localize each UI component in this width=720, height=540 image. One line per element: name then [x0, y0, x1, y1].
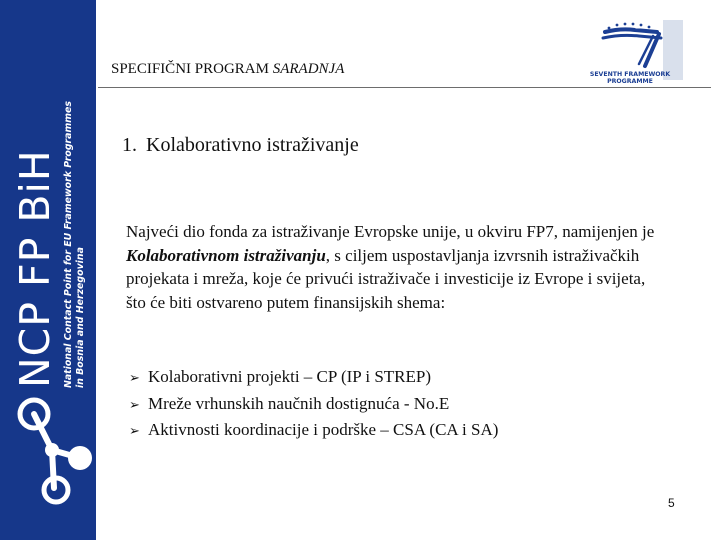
list-item-text: Kolaborativni projekti – CP (IP i STREP)	[148, 367, 432, 386]
arrow-bullet-icon: ➢	[129, 424, 140, 439]
list-item-text: Aktivnosti koordinacije i podrške – CSA (CA i SA)	[148, 420, 499, 439]
ncp-subtitle-line1: National Contact Point for EU Framework Programmes	[63, 101, 74, 388]
bullet-list	[129, 365, 498, 445]
paragraph-part1: Najveći dio fonda za istraživanje Evropske unije, u okviru FP7, namijenjen je	[126, 222, 655, 241]
ncp-brand-block	[10, 8, 90, 388]
list-item	[129, 365, 498, 392]
arrow-bullet-icon: ➢	[129, 397, 140, 413]
page-number: 5	[668, 496, 675, 510]
header-divider	[98, 87, 711, 88]
ncp-brand-title: NCP FP BiH	[11, 149, 59, 388]
fp7-logo-line1: SEVENTH FRAMEWORK	[589, 71, 671, 78]
header-title-plain: SPECIFIČNI PROGRAM	[111, 61, 273, 77]
list-item	[129, 392, 498, 419]
fp7-logo-line2: PROGRAMME	[607, 78, 653, 85]
arrow-bullet-icon: ➢	[129, 371, 140, 386]
sidebar	[0, 0, 96, 540]
intro-paragraph	[126, 220, 666, 314]
section-heading-text: Kolaborativno istraživanje	[146, 134, 359, 156]
list-item	[129, 418, 498, 445]
ncp-subtitle-line2: in Bosnia and Herzegovina	[75, 247, 86, 388]
molecule-logo-icon	[4, 392, 96, 512]
list-item-text: Mreže vrhunskih naučnih dostignuća - No.E	[148, 393, 450, 413]
header-title	[111, 61, 344, 78]
paragraph-part2: , s ciljem uspostavljanja izvrsnih istraživačkih projekata i mreža, koje će privući istraživače i investicije iz Evrope i svijeta, što će biti ostvareno putem finansijskih shema:	[126, 245, 646, 312]
paragraph-emphasis: Kolaborativnom istraživanju	[126, 245, 326, 265]
fp7-logo	[587, 18, 685, 86]
section-heading	[122, 134, 359, 157]
header-title-italic: SARADNJA	[272, 61, 345, 77]
section-number: 1.	[122, 134, 137, 156]
